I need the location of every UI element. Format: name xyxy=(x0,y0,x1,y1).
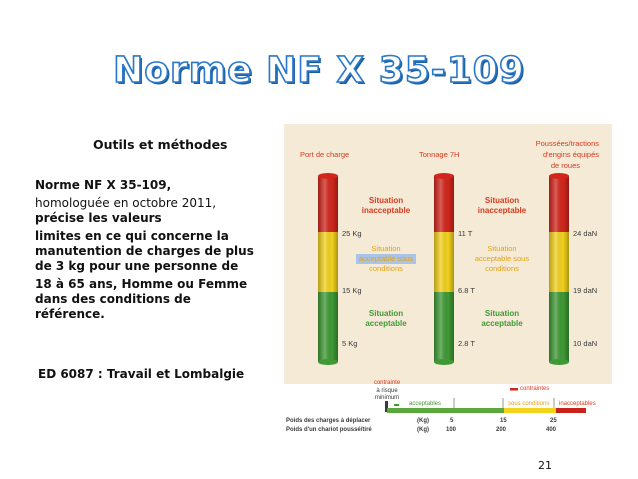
zone-label: Situation xyxy=(484,196,520,205)
legend-row1-label: Poids des charges à déplacer xyxy=(286,418,371,424)
port-cap xyxy=(318,173,338,179)
legend-row2-unit: (Kg) xyxy=(417,427,429,433)
zone-label: acceptable xyxy=(365,319,407,328)
tonnage-shading xyxy=(434,176,454,362)
tonnage-column xyxy=(434,173,454,365)
pousse-value-mid: 19 daN xyxy=(573,286,598,295)
description-line: référence. xyxy=(35,307,105,321)
legend-inacceptables: inacceptables xyxy=(559,401,596,407)
zone-label: acceptable sous xyxy=(474,254,530,263)
legend-swatch-conditional xyxy=(510,388,518,391)
zone-label: conditions xyxy=(485,264,519,273)
description-line: Norme NF X 35-109, xyxy=(35,178,172,192)
tonnage-base xyxy=(434,359,454,365)
description-line: de 3 kg pour une personne de xyxy=(35,259,239,273)
legend-row2-label: Poids d'un chariot poussé/tiré xyxy=(286,427,372,433)
legend-bar-green xyxy=(387,408,504,413)
legend-row1-value: 25 xyxy=(550,418,557,424)
norm-description xyxy=(35,178,267,322)
tonnage-value-low: 2.8 T xyxy=(458,339,475,348)
legend-minimum-line1: contrainte xyxy=(373,380,401,386)
zone-label: Situation xyxy=(371,244,401,253)
header-pousse-line1: Poussées/tractions xyxy=(535,139,599,148)
legend-row2-value: 100 xyxy=(446,427,457,433)
legend-row1-value: 5 xyxy=(450,418,454,424)
legend-bar-yellow xyxy=(504,408,556,413)
page-number: 21 xyxy=(538,459,552,472)
port-column xyxy=(318,173,338,365)
zone-label: inacceptable xyxy=(477,206,527,215)
load-limits-figure xyxy=(284,124,612,443)
pousse-column xyxy=(549,173,569,365)
description-line: manutention de charges de plus xyxy=(35,244,254,258)
pousse-value-high: 24 daN xyxy=(573,229,598,238)
zone-label: Situation xyxy=(368,196,404,205)
zone-label: Situation xyxy=(487,244,517,253)
pousse-shading xyxy=(549,176,569,362)
port-value-low: 5 Kg xyxy=(342,339,358,348)
legend xyxy=(286,380,596,433)
port-shading xyxy=(318,176,338,362)
zone-label: conditions xyxy=(369,264,403,273)
zone-label: acceptable sous xyxy=(358,254,414,263)
description-line: 18 à 65 ans, Homme ou Femme xyxy=(35,277,248,291)
legend-row1-value: 15 xyxy=(500,418,507,424)
header-pousse-line3: de roues xyxy=(550,161,580,170)
port-base xyxy=(318,359,338,365)
zone-label: acceptable xyxy=(481,319,523,328)
zone-label: Situation xyxy=(484,309,520,318)
header-tonnage: Tonnage 7H xyxy=(419,150,460,159)
legend-row2-value: 400 xyxy=(546,427,557,433)
description-line: homologuée en octobre 2011, xyxy=(35,196,217,210)
description-line: limites en ce qui concerne la xyxy=(35,229,229,243)
legend-minimum-line3: minimum xyxy=(374,395,400,401)
tonnage-value-high: 11 T xyxy=(458,229,473,238)
legend-row2-value: 200 xyxy=(496,427,507,433)
legend-swatch-acceptable xyxy=(394,404,399,406)
port-value-high: 25 Kg xyxy=(342,229,362,238)
pousse-cap xyxy=(549,173,569,179)
legend-conditional-line1: contraintes xyxy=(520,386,550,392)
legend-row1-unit: (Kg) xyxy=(417,418,429,424)
header-port: Port de charge xyxy=(300,150,350,159)
tonnage-value-mid: 6.8 T xyxy=(458,286,475,295)
slide-title: Norme NF X 35-109 xyxy=(113,50,525,91)
legend-acceptables: acceptables xyxy=(409,401,442,407)
zone-label: inacceptable xyxy=(361,206,411,215)
legend-minimum-line2: à risque xyxy=(376,388,398,394)
tonnage-cap xyxy=(434,173,454,179)
legend-bar-red xyxy=(556,408,586,413)
pousse-value-low: 10 daN xyxy=(573,339,598,348)
pousse-base xyxy=(549,359,569,365)
zone-label: Situation xyxy=(368,309,404,318)
reference-text: ED 6087 : Travail et Lombalgie xyxy=(38,367,245,381)
slide-subtitle: Outils et méthodes xyxy=(93,137,228,152)
legend-conditional-line2: sous conditions xyxy=(508,401,550,407)
header-pousse-line2: d'engins équipés xyxy=(542,150,599,159)
description-line: dans des conditions de xyxy=(35,292,191,306)
description-line: précise les valeurs xyxy=(35,211,162,225)
port-value-mid: 15 Kg xyxy=(342,286,362,295)
